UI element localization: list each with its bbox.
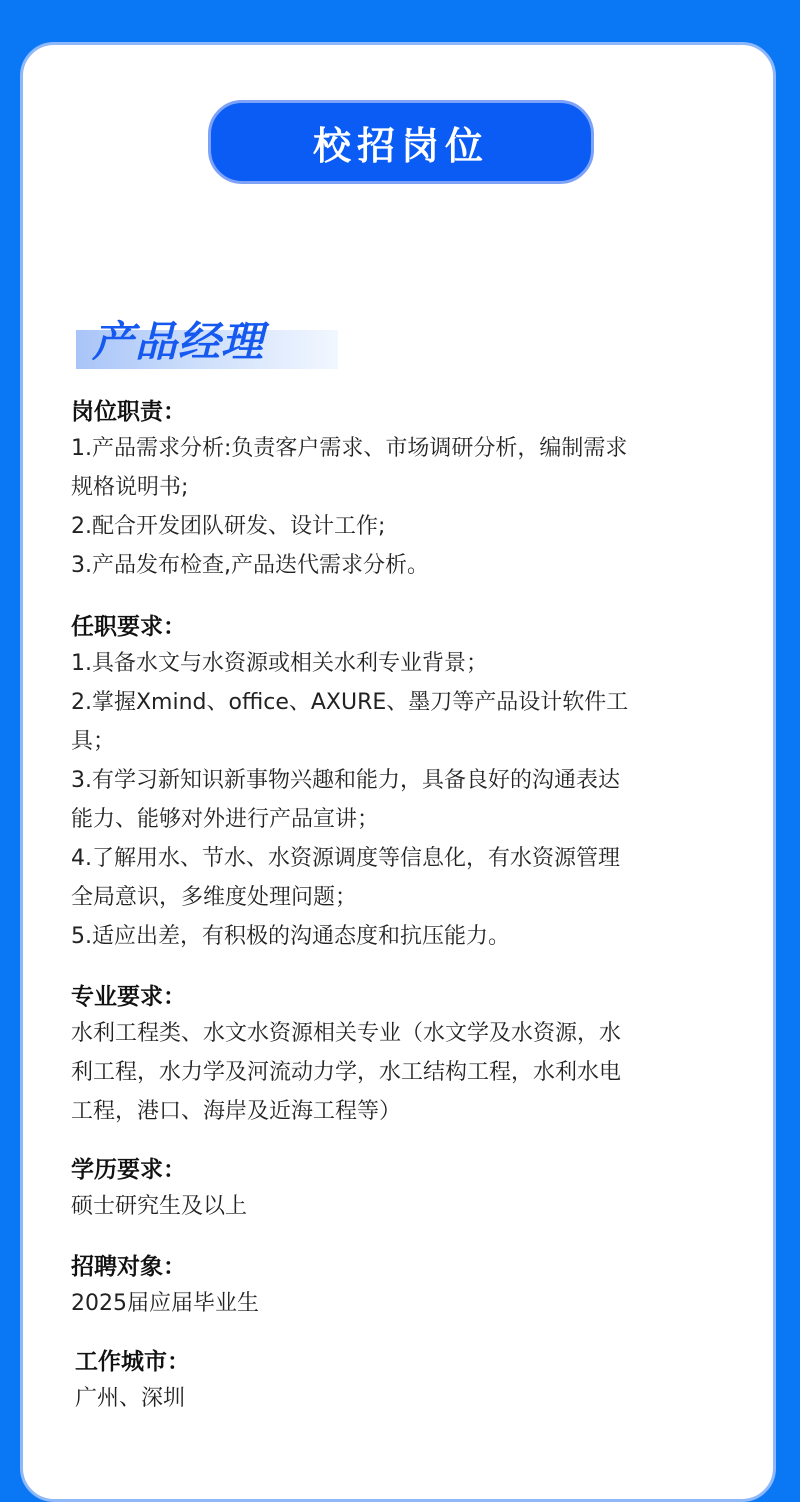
text-line: 1.具备水文与水资源或相关水利专业背景； [71,651,488,676]
content-card [20,42,776,1502]
text-line: 广州、深圳 [75,1386,186,1411]
section-title: 任职要求： [71,614,186,640]
text-line: 2025届应届毕业生 [71,1291,259,1316]
text-line: 具； [71,729,116,754]
text-line: 2.配合开发团队研发、设计工作; [71,514,386,539]
text-line: 3.有学习新知识新事物兴趣和能力，具备良好的沟通表达 [71,768,620,793]
section-title: 学历要求： [71,1157,186,1183]
text-line: 全局意识，多维度处理问题； [71,885,358,910]
page-title-banner [208,100,594,184]
text-line: 硕士研究生及以上 [71,1194,248,1219]
text-line: 3.产品发布检查,产品迭代需求分析。 [71,553,429,578]
text-line: 能力、能够对外进行产品宣讲； [71,807,380,832]
section-title: 招聘对象： [71,1254,186,1280]
text-line: 4.了解用水、节水、水资源调度等信息化，有水资源管理 [71,846,620,871]
section-requirements [71,610,701,956]
text-line: 水利工程类、水文水资源相关专业（水文学及水资源，水 [71,1021,622,1046]
text-line: 5.适应出差，有积极的沟通态度和抗压能力。 [71,924,510,949]
section-major [71,980,701,1131]
text-line: 2.掌握Xmind、office、AXURE、墨刀等产品设计软件工 [71,690,629,715]
section-title: 岗位职责： [71,399,186,425]
role-title: 产品经理 [92,317,265,366]
text-line: 利工程，水力学及河流动力学，水工结构工程，水利水电 [71,1060,622,1085]
page-title: 校招岗位 [312,123,489,168]
text-line: 规格说明书; [71,475,189,500]
section-duties [71,395,701,585]
role-title-block [76,315,338,369]
section-city [75,1345,705,1418]
section-target [71,1250,701,1323]
text-line: 1.产品需求分析:负责客户需求、市场调研分析，编制需求 [71,436,628,461]
section-title: 工作城市： [75,1349,190,1375]
section-education [71,1153,701,1226]
section-title: 专业要求： [71,984,186,1010]
text-line: 工程，港口、海岸及近海工程等） [71,1099,402,1124]
